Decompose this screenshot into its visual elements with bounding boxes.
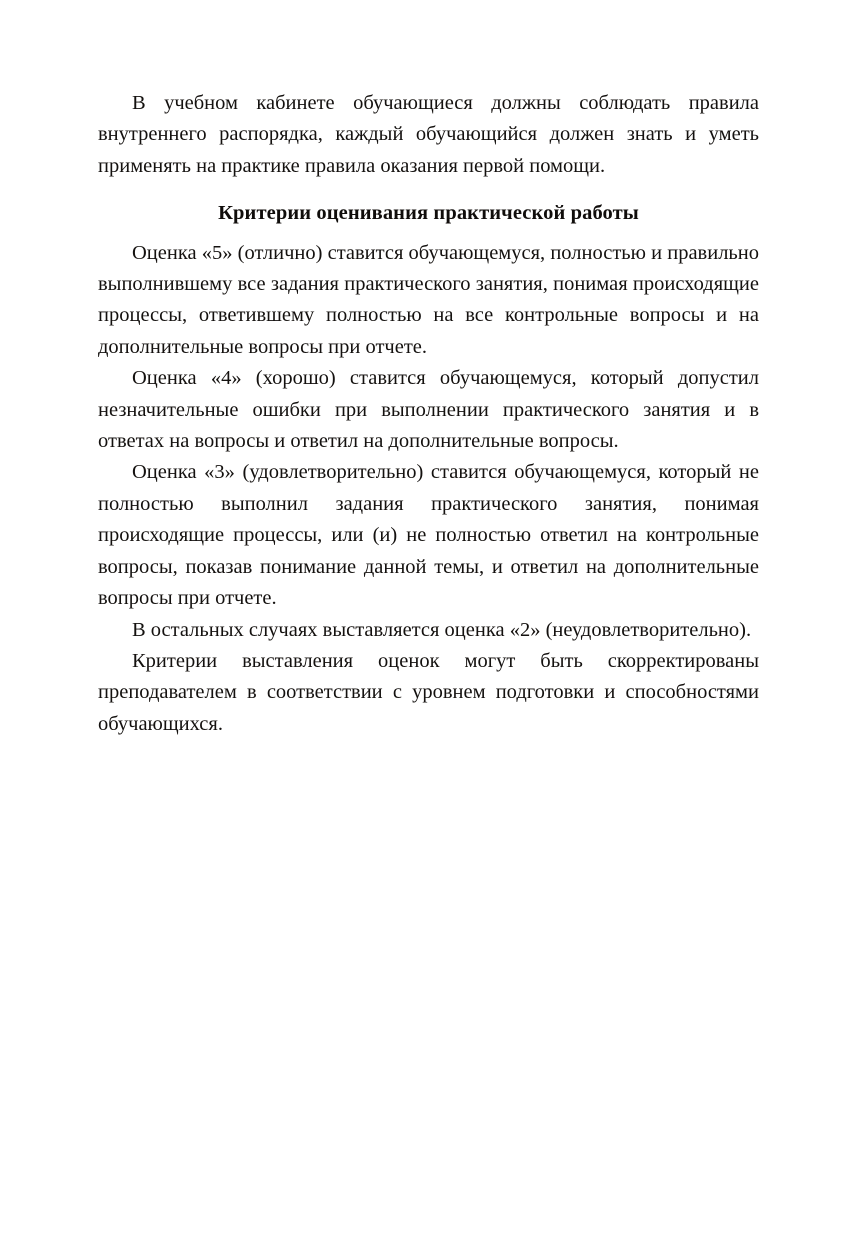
paragraph-adjustment: Критерии выставления оценок могут быть скорректированы преподавателем в соответствии с уровнем подготовки и способностями обучающихся. (98, 649, 759, 735)
paragraph-grade-3: Оценка «3» (удовлетворительно) ставится обучающемуся, который не полностью выполнил задания практического занятия, понимая происходящие процессы, или (и) не полностью ответил на контрольные вопросы, показав понимание данной темы, и ответил на дополнительные вопросы при отчете. (98, 461, 759, 610)
paragraph-grade-5: Оценка «5» (отлично) ставится обучающемуся, полностью и правильно выполнившему все задания практического занятия, понимая происходящие процессы, ответившему полностью на все контрольные вопросы и на дополнительные вопросы при отчете. (98, 241, 759, 358)
paragraph-grade-4: Оценка «4» (хорошо) ставится обучающемуся, который допустил незначительные ошибки при выполнении практического занятия и в ответах на вопросы и ответил на дополнительные вопросы. (98, 367, 759, 453)
section-heading: Критерии оценивания практической работы (218, 202, 639, 225)
paragraph-grade-2: В остальных случаях выставляется оценка «2» (неудовлетворительно). (132, 618, 752, 641)
paragraph-intro: В учебном кабинете обучающиеся должны соблюдать правила внутреннего распорядка, каждый обучающийся должен знать и уметь применять на практике правила оказания первой помощи. (98, 92, 759, 177)
text-column (98, 88, 759, 740)
